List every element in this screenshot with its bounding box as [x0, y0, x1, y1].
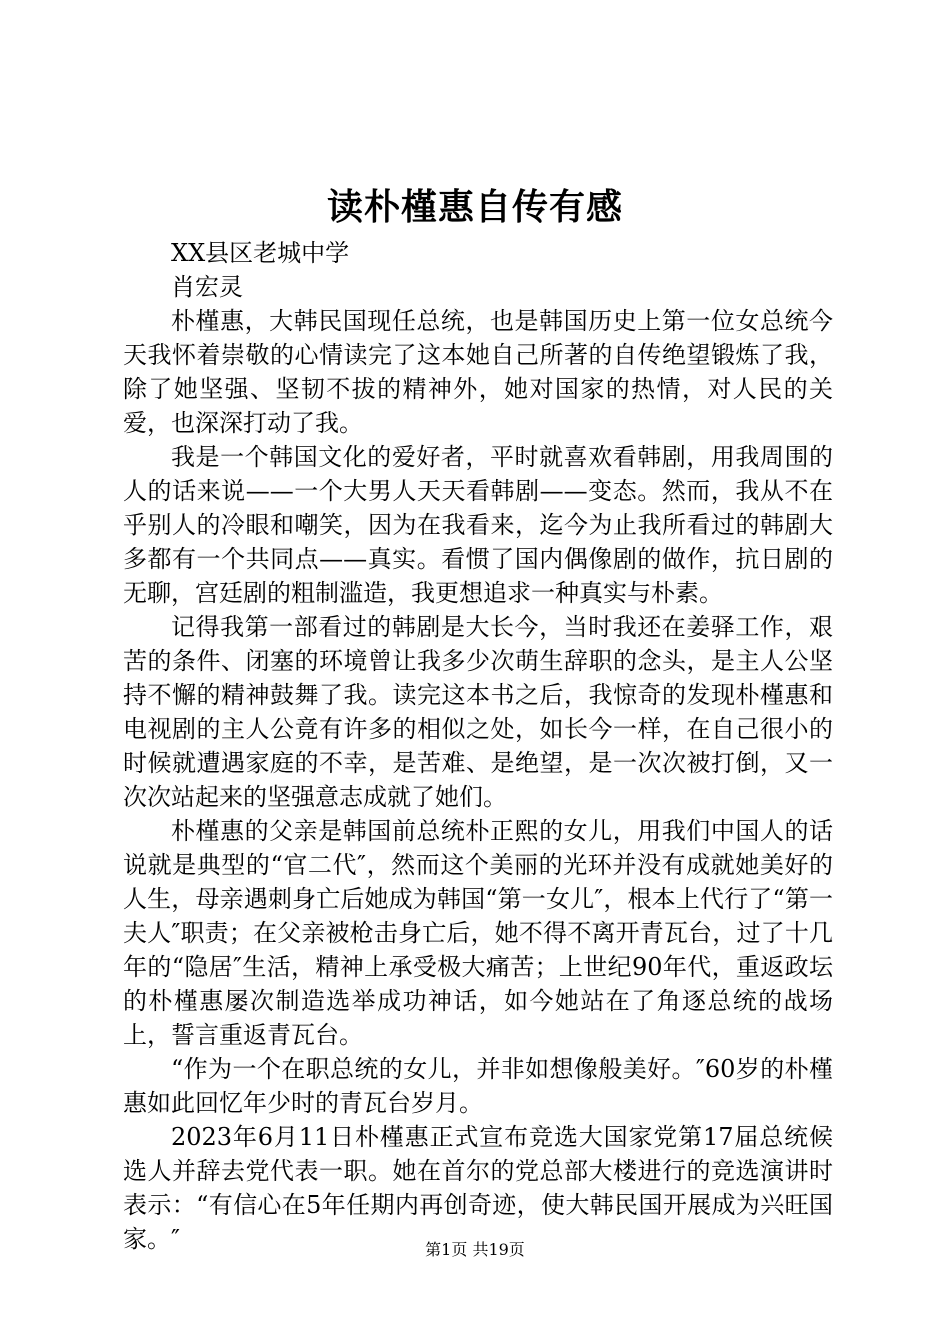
paragraph: 朴槿惠的父亲是韩国前总统朴正熙的女儿，用我们中国人的话说就是典型的“官二代″，然而这个美丽的光环并没有成就她美好的人生，母亲遇刺身亡后她成为韩国“第一女儿″，根本上代行了“第一夫人″职责；在父亲被枪击身亡后，她不得不离开青瓦台，过了十几年的“隐居″生活，精神上承受极大痛苦；上世纪90年代，重返政坛的朴槿惠屡次制造选举成功神话，如今她站在了角逐总统的战场上，誓言重返青瓦台。 — [123, 817, 833, 1049]
page-title: 读朴槿惠自传有感 — [326, 186, 623, 228]
paragraph: 朴槿惠，大韩民国现任总统，也是韩国历史上第一位女总统今天我怀着崇敬的心情读完了这本她自己所著的自传绝望锻炼了我，除了她坚强、坚韧不拔的精神外，她对国家的热情，对人民的关爱，也深深打动了我。 — [123, 307, 833, 437]
document-body — [123, 236, 833, 1256]
paragraph: 我是一个韩国文化的爱好者，平时就喜欢看韩剧，用我周围的人的话来说——一个大男人天天看韩剧——变态。然而，我从不在乎别人的冷眼和嘲笑，因为在我看来，迄今为止我所看过的韩剧大多都有一个共同点——真实。看惯了国内偶像剧的做作，抗日剧的无聊，宫廷剧的粗制滥造，我更想追求一种真实与朴素。 — [123, 443, 833, 607]
author-line: 肖宏灵 — [171, 273, 243, 301]
paragraph: 2023年6月11日朴槿惠正式宣布竞选大国家党第17届总统候选人并辞去党代表一职。她在首尔的党总部大楼进行的竞选演讲时表示：“有信心在5年任期内再创奇迹，使大韩民国开展成为兴旺国家。″ — [123, 1123, 833, 1253]
school-line: XX县区老城中学 — [171, 239, 350, 267]
paragraph: “作为一个在职总统的女儿，并非如想像般美好。″60岁的朴槿惠如此回忆年少时的青瓦台岁月。 — [123, 1055, 833, 1117]
paragraph: 记得我第一部看过的韩剧是大长今，当时我还在姜驿工作，艰苦的条件、闭塞的环境曾让我多少次萌生辞职的念头，是主人公坚持不懈的精神鼓舞了我。读完这本书之后，我惊奇的发现朴槿惠和电视剧的主人公竟有许多的相似之处，如长今一样，在自己很小的时候就遭遇家庭的不幸，是苦难、是绝望，是一次次被打倒，又一次次站起来的坚强意志成就了她们。 — [123, 613, 833, 811]
page-footer: 第1页 共19页 — [425, 1240, 525, 1259]
